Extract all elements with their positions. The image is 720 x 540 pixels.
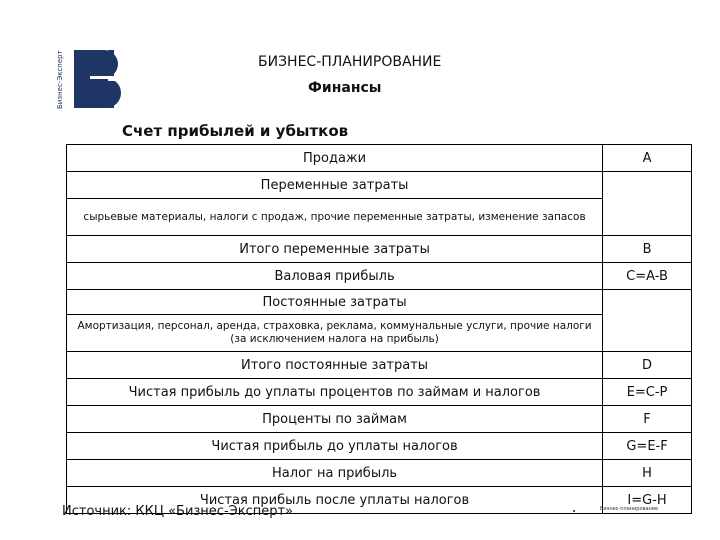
row-label: Чистая прибыль до уплаты процентов по займам и налогов (67, 379, 603, 406)
source-note: Источник: ККЦ «Бизнес-Эксперт» (62, 504, 293, 519)
table-title: Счет прибылей и убытков (122, 122, 349, 140)
logo-vertical-text: Бизнес-Эксперт (56, 50, 64, 110)
row-label: Продажи (67, 145, 603, 172)
row-code: F (603, 406, 692, 433)
table-row (67, 315, 692, 352)
table-row (67, 406, 692, 433)
row-label: Постоянные затраты (67, 290, 603, 315)
row-code (603, 172, 692, 236)
row-label: Валовая прибыль (67, 263, 603, 290)
row-code: G=E-F (603, 433, 692, 460)
table-row (67, 379, 692, 406)
business-expert-logo-icon (60, 46, 126, 112)
table-row (67, 433, 692, 460)
row-code: D (603, 352, 692, 379)
table-row (67, 263, 692, 290)
header-title: БИЗНЕС-ПЛАНИРОВАНИЕ (258, 54, 442, 70)
row-label: сырьевые материалы, налоги с продаж, прочие переменные затраты, изменение запасов (67, 199, 603, 236)
table-row (67, 352, 692, 379)
header-subtitle: Финансы (308, 80, 382, 96)
row-code: B (603, 236, 692, 263)
row-label: Проценты по займам (67, 406, 603, 433)
table-row (67, 290, 692, 315)
row-label: Налог на прибыль (67, 460, 603, 487)
profit-loss-table (66, 144, 692, 514)
footer-small-text: Бизнес-планирование (600, 506, 659, 512)
table-row (67, 172, 692, 199)
table-row (67, 460, 692, 487)
row-code: E=C-P (603, 379, 692, 406)
row-label: Переменные затраты (67, 172, 603, 199)
row-label: Итого постоянные затраты (67, 352, 603, 379)
row-code: A (603, 145, 692, 172)
row-code: I=G-H (603, 487, 692, 514)
table-row (67, 199, 692, 236)
row-label: Чистая прибыль после уплаты налогов (67, 487, 603, 514)
row-label: Чистая прибыль до уплаты налогов (67, 433, 603, 460)
footer-dot (573, 510, 575, 512)
row-code: C=A-B (603, 263, 692, 290)
table-row (67, 145, 692, 172)
row-label: Итого переменные затраты (67, 236, 603, 263)
table-row (67, 236, 692, 263)
row-label: Амортизация, персонал, аренда, страховка, реклама, коммунальные услуги, прочие налоги (за исключением налога на прибыль) (67, 315, 603, 352)
row-code (603, 290, 692, 352)
row-code: H (603, 460, 692, 487)
